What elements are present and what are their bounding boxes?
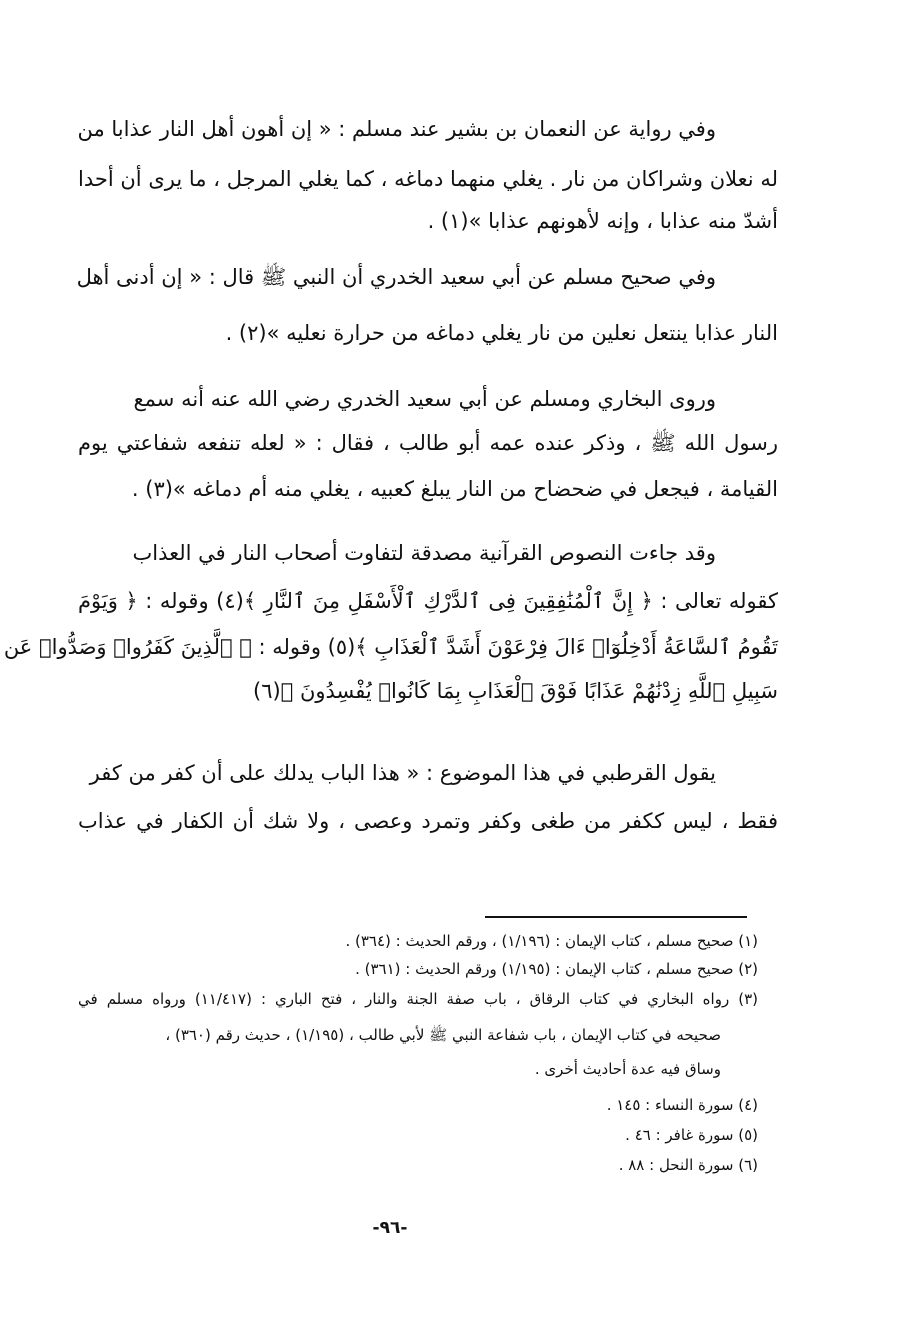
paragraph-5-line-1: يقول القرطبي في هذا الموضوع : « هذا الباب يدلك على أن كفر من كفر [89,761,716,785]
paragraph-2-line-2: النار عذابا ينتعل نعلين من نار يغلي دماغه من حرارة نعليه »(٢) . [225,321,778,345]
paragraph-4-line-4: سَبِيلِ ٱللَّهِ زِدْنَٰهُمْ عَذَابًا فَوْقَ ٱلْعَذَابِ بِمَا كَانُوا۟ يُفْسِدُونَ ﴾(٦) [252,679,778,703]
paragraph-4-line-3: تَقُومُ ٱلسَّاعَةُ أَدْخِلُوٓا۟ ءَالَ فِرْعَوْنَ أَشَدَّ ٱلْعَذَابِ ﴾(٥) وقوله : ﴿ ٱلَّذِينَ كَفَرُوا۟ وَصَدُّوا۟ عَن [3,635,778,659]
paragraph-4-line-2: كقوله تعالى : ﴿ إِنَّ ٱلْمُنَٰفِقِينَ فِى ٱلدَّرْكِ ٱلْأَسْفَلِ مِنَ ٱلنَّارِ ﴾(٤) وقوله : ﴿ وَيَوْمَ [78,589,779,613]
footnote-3-continuation: صحيحه في كتاب الإيمان ، باب شفاعة النبي ﷺ لأبي طالب ، (١/١٩٥) ، حديث رقم (٣٦٠) ، [165,1026,721,1044]
footnote-1: (١) صحيح مسلم ، كتاب الإيمان : (١/١٩٦) ، ورقم الحديث : (٣٦٤) . [345,932,758,950]
footnote-3: (٣) رواه البخاري في كتاب الرقاق ، باب صفة الجنة والنار ، فتح الباري : (١١/٤١٧) ورواه مسلم في [78,990,758,1008]
paragraph-1-line-2: له نعلان وشراكان من نار . يغلي منهما دماغه ، كما يغلي المرجل ، ما يرى أن أحدا [78,167,778,191]
paragraph-2-line-1: وفي صحيح مسلم عن أبي سعيد الخدري أن النبي ﷺ قال : « إن أدنى أهل [76,265,716,289]
paragraph-3-line-3: القيامة ، فيجعل في ضحضاح من النار يبلغ كعبيه ، يغلي منه أم دماغه »(٣) . [131,477,778,501]
paragraph-3-line-2: رسول الله ﷺ ، وذكر عنده عمه أبو طالب ، فقال : « لعله تنفعه شفاعتي يوم [78,431,778,455]
footnote-5: (٥) سورة غافر : ٤٦ . [625,1126,758,1144]
footnote-3-continuation-2: وساق فيه عدة أحاديث أخرى . [534,1060,721,1078]
footnote-2: (٢) صحيح مسلم ، كتاب الإيمان : (١/١٩٥) ورقم الحديث : (٣٦١) . [355,960,758,978]
paragraph-1-line-1: وفي رواية عن النعمان بن بشير عند مسلم : « إن أهون أهل النار عذابا من [77,117,716,141]
paragraph-4-line-1: وقد جاءت النصوص القرآنية مصدقة لتفاوت أصحاب النار في العذاب [132,541,716,565]
footnote-separator [485,916,747,918]
paragraph-3-line-1: وروى البخاري ومسلم عن أبي سعيد الخدري رضي الله عنه أنه سمع [133,387,716,411]
page-number: -٩٦- [372,1218,408,1238]
paragraph-5-line-2: فقط ، ليس ككفر من طغى وكفر وتمرد وعصى ، ولا شك أن الكفار في عذاب [78,809,778,833]
paragraph-1-line-3: أشدّ منه عذابا ، وإنه لأهونهم عذابا »(١) . [427,209,778,233]
footnote-4: (٤) سورة النساء : ١٤٥ . [606,1096,758,1114]
footnote-6: (٦) سورة النحل : ٨٨ . [618,1156,758,1174]
